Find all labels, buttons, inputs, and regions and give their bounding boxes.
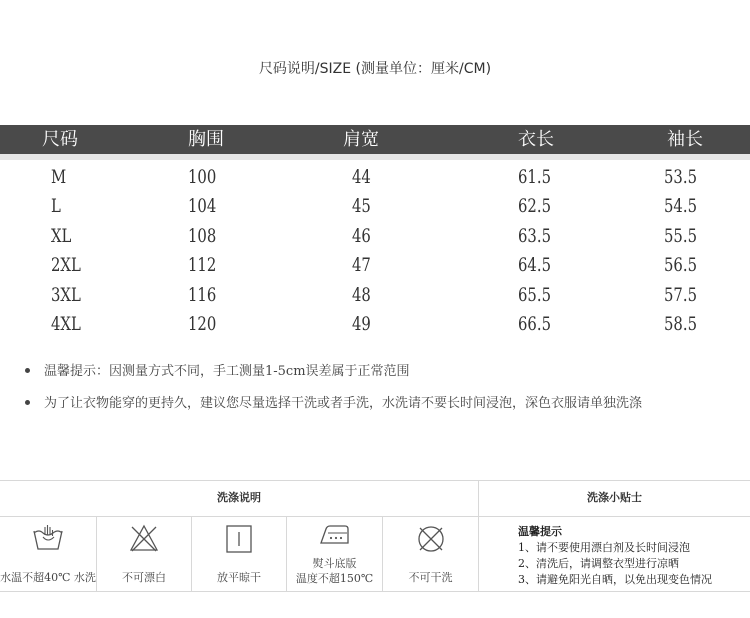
wash-tips-heading: 洗涤小贴士: [587, 491, 642, 504]
table-row: [0, 222, 750, 251]
no-dry-clean-icon: [415, 523, 447, 555]
size-chart-title: 尺码说明/SIZE (测量单位：厘米/CM): [258, 61, 492, 77]
cell-size: 2XL: [51, 254, 81, 276]
wash-tips-list: [518, 524, 712, 588]
cell-sleeve: 53.5: [664, 166, 698, 188]
cell-length: 62.5: [518, 195, 552, 217]
cell-chest: 112: [188, 254, 217, 276]
header-divider: [0, 154, 750, 160]
bullet-dot: [25, 368, 30, 373]
cell-size: L: [51, 195, 61, 217]
iron-icon: [317, 521, 353, 549]
no-bleach-icon: [128, 523, 160, 553]
header-length: 衣长: [518, 129, 554, 150]
cell-size: 4XL: [51, 313, 81, 335]
cell-length: 63.5: [518, 225, 552, 247]
table-row: [0, 192, 750, 221]
wash-instructions-heading: 洗涤说明: [217, 491, 261, 504]
tip-item: 2、清洗后，请调整衣型进行凉晒: [518, 557, 679, 570]
cell-chest: 116: [188, 284, 217, 306]
tip-item: 3、请避免阳光自晒，以免出现变色情况: [518, 573, 712, 586]
care-item-hand-wash: [0, 517, 96, 592]
cell-size: 3XL: [51, 284, 81, 306]
cell-sleeve: 56.5: [664, 254, 698, 276]
cell-shoulder: 47: [352, 254, 371, 276]
iron-label-line1: 熨斗底版: [312, 557, 357, 570]
iron-label-line2: 温度不超150℃: [295, 572, 374, 585]
cell-sleeve: 54.5: [664, 195, 698, 217]
cell-chest: 120: [188, 313, 217, 335]
care-item-no-dry-clean: [383, 517, 478, 592]
care-item-flat-dry: [192, 517, 286, 592]
size-table-header: [0, 125, 750, 154]
cell-shoulder: 45: [352, 195, 371, 217]
cell-size: M: [51, 166, 67, 188]
cell-size: XL: [51, 225, 72, 247]
no-bleach-label: 不可漂白: [122, 571, 166, 584]
care-item-no-bleach: [97, 517, 191, 592]
hand-wash-label: 水温不超40℃ 水洗: [0, 571, 96, 584]
header-shoulder: 肩宽: [343, 129, 379, 150]
cell-length: 64.5: [518, 254, 552, 276]
table-row: [0, 281, 750, 310]
cell-sleeve: 55.5: [664, 225, 698, 247]
bullet-dot: [25, 400, 30, 405]
header-size: 尺码: [42, 129, 78, 150]
flat-dry-icon: [224, 523, 254, 555]
header-chest: 胸围: [188, 129, 224, 150]
cell-sleeve: 57.5: [664, 284, 698, 306]
table-row: [0, 163, 750, 192]
no-dry-clean-label: 不可干洗: [408, 571, 453, 584]
tips-title: 温馨提示: [518, 525, 562, 538]
hand-wash-icon: [31, 523, 65, 553]
table-row: [0, 251, 750, 280]
header-sleeve: 袖长: [667, 129, 703, 150]
care-note: 为了让衣物能穿的更持久，建议您尽量选择干洗或者手洗，水洗请不要长时间浸泡，深色衣服请单独洗涤: [44, 396, 643, 411]
table-row: [0, 310, 750, 339]
cell-shoulder: 44: [352, 166, 371, 188]
cell-chest: 108: [188, 225, 217, 247]
flat-dry-label: 放平晾干: [217, 571, 261, 584]
cell-shoulder: 49: [352, 313, 371, 335]
care-item-iron: [287, 517, 382, 592]
tip-item: 1、请不要使用漂白剂及长时间浸泡: [518, 541, 690, 554]
cell-shoulder: 46: [352, 225, 371, 247]
cell-chest: 100: [188, 166, 217, 188]
cell-length: 65.5: [518, 284, 552, 306]
cell-sleeve: 58.5: [664, 313, 698, 335]
measurement-note: 温馨提示：因测量方式不同，手工测量1-5cm误差属于正常范围: [44, 364, 410, 379]
cell-length: 66.5: [518, 313, 552, 335]
cell-length: 61.5: [518, 166, 552, 188]
cell-shoulder: 48: [352, 284, 371, 306]
cell-chest: 104: [188, 195, 217, 217]
